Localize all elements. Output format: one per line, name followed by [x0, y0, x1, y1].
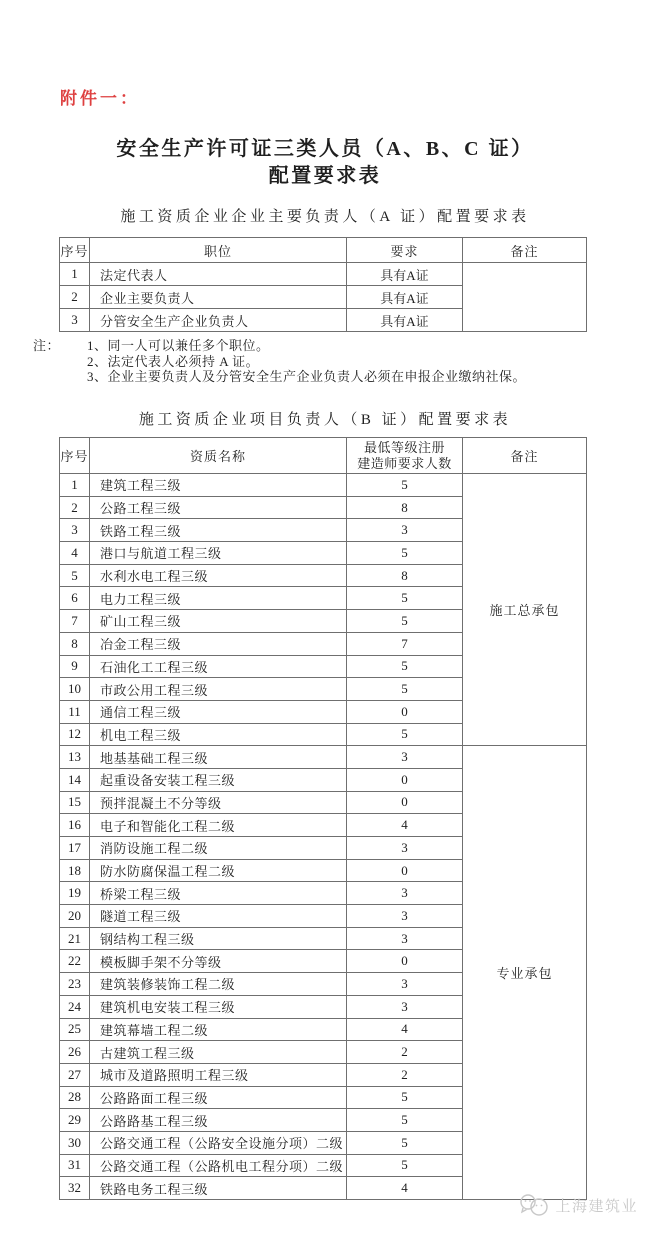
- wechat-icon: [518, 1193, 550, 1217]
- row-name-cell: 电力工程三级: [90, 587, 347, 610]
- row-number-cell: 17: [60, 837, 90, 860]
- row-number-cell: 28: [60, 1086, 90, 1109]
- row-number-cell: 27: [60, 1063, 90, 1086]
- row-number-cell: 11: [60, 700, 90, 723]
- row-name-cell: 起重设备安装工程三级: [90, 768, 347, 791]
- row-name-cell: 公路路面工程三级: [90, 1086, 347, 1109]
- row-value-cell: 5: [347, 610, 463, 633]
- header-cell-qualification: 资质名称: [90, 438, 347, 474]
- row-value-cell: 0: [347, 791, 463, 814]
- row-number-cell: 25: [60, 1018, 90, 1041]
- row-value-cell: 3: [347, 927, 463, 950]
- row-value-cell: 5: [347, 655, 463, 678]
- row-value-cell: 0: [347, 950, 463, 973]
- row-number-cell: 7: [60, 610, 90, 633]
- row-number-cell: 18: [60, 859, 90, 882]
- row-number-cell: 4: [60, 542, 90, 565]
- row-name-cell: 预拌混凝土不分等级: [90, 791, 347, 814]
- notes-block: [33, 338, 527, 385]
- row-number-cell: 24: [60, 995, 90, 1018]
- note-line: 1、同一人可以兼任多个职位。: [87, 338, 270, 353]
- row-number-cell: 22: [60, 950, 90, 973]
- row-name-cell: 建筑幕墙工程二级: [90, 1018, 347, 1041]
- row-number-cell: 20: [60, 905, 90, 928]
- table-a: [59, 237, 587, 332]
- table-a-header-row: [60, 238, 587, 263]
- document-title-line1: 安全生产许可证三类人员（A、B、C 证）: [116, 138, 534, 160]
- row-value-cell: 5: [347, 1086, 463, 1109]
- row-number-cell: 1: [60, 263, 90, 286]
- row-value-cell: 0: [347, 768, 463, 791]
- row-value-cell: 5: [347, 723, 463, 746]
- remark-merged-cell: 专业承包: [463, 746, 587, 1200]
- attachment-label: 附件一：: [60, 89, 140, 108]
- header-cell-no: 序号: [60, 438, 90, 474]
- row-name-cell: 水利水电工程三级: [90, 564, 347, 587]
- watermark-text: 上海建筑业: [555, 1198, 638, 1215]
- row-number-cell: 12: [60, 723, 90, 746]
- row-number-cell: 31: [60, 1154, 90, 1177]
- row-number-cell: 13: [60, 746, 90, 769]
- header-cell-position: 职位: [90, 238, 347, 263]
- row-name-cell: 分管安全生产企业负责人: [90, 309, 347, 332]
- header-cell-min-builders: [347, 438, 463, 474]
- table-row: [60, 263, 587, 286]
- row-name-cell: 港口与航道工程三级: [90, 542, 347, 565]
- remark-merged-cell: 施工总承包: [463, 474, 587, 746]
- row-value-cell: 3: [347, 882, 463, 905]
- header-cell-no: 序号: [60, 238, 90, 263]
- header-qty-line2: 建造师要求人数: [357, 455, 452, 471]
- notes-prefix: 注：: [33, 338, 61, 353]
- row-number-cell: 14: [60, 768, 90, 791]
- row-name-cell: 建筑工程三级: [90, 474, 347, 497]
- row-name-cell: 模板脚手架不分等级: [90, 950, 347, 973]
- row-value-cell: 具有A证: [347, 286, 463, 309]
- table-b-header-row: [60, 438, 587, 474]
- row-name-cell: 法定代表人: [90, 263, 347, 286]
- row-number-cell: 26: [60, 1041, 90, 1064]
- row-name-cell: 公路工程三级: [90, 496, 347, 519]
- row-number-cell: 10: [60, 678, 90, 701]
- row-value-cell: 具有A证: [347, 263, 463, 286]
- row-value-cell: 3: [347, 995, 463, 1018]
- note-line: 3、企业主要负责人及分管安全生产企业负责人必须在申报企业缴纳社保。: [87, 369, 527, 385]
- row-value-cell: 2: [347, 1063, 463, 1086]
- row-name-cell: 铁路工程三级: [90, 519, 347, 542]
- table-row: [60, 474, 587, 497]
- row-number-cell: 21: [60, 927, 90, 950]
- row-value-cell: 5: [347, 1109, 463, 1132]
- row-name-cell: 市政公用工程三级: [90, 678, 347, 701]
- table-b-container: [59, 437, 587, 1200]
- document-title-line2: 配置要求表: [268, 165, 382, 187]
- row-value-cell: 4: [347, 1018, 463, 1041]
- row-name-cell: 城市及道路照明工程三级: [90, 1063, 347, 1086]
- row-name-cell: 机电工程三级: [90, 723, 347, 746]
- row-name-cell: 消防设施工程二级: [90, 837, 347, 860]
- row-number-cell: 3: [60, 519, 90, 542]
- header-cell-remark: 备注: [463, 438, 587, 474]
- row-name-cell: 电子和智能化工程二级: [90, 814, 347, 837]
- row-number-cell: 29: [60, 1109, 90, 1132]
- row-number-cell: 19: [60, 882, 90, 905]
- row-value-cell: 5: [347, 1154, 463, 1177]
- header-cell-remark: 备注: [463, 238, 587, 263]
- header-qty-line1: 最低等级注册: [363, 439, 445, 455]
- row-name-cell: 防水防腐保温工程二级: [90, 859, 347, 882]
- row-number-cell: 2: [60, 286, 90, 309]
- row-number-cell: 1: [60, 474, 90, 497]
- row-value-cell: 7: [347, 632, 463, 655]
- row-name-cell: 公路路基工程三级: [90, 1109, 347, 1132]
- row-value-cell: 5: [347, 1131, 463, 1154]
- table-b: [59, 437, 587, 1200]
- row-number-cell: 15: [60, 791, 90, 814]
- row-name-cell: 铁路电务工程三级: [90, 1177, 347, 1200]
- row-number-cell: 9: [60, 655, 90, 678]
- row-value-cell: 5: [347, 587, 463, 610]
- row-name-cell: 冶金工程三级: [90, 632, 347, 655]
- row-number-cell: 23: [60, 973, 90, 996]
- row-number-cell: 30: [60, 1131, 90, 1154]
- watermark: [518, 1193, 638, 1217]
- row-name-cell: 桥梁工程三级: [90, 882, 347, 905]
- header-cell-requirement: 要求: [347, 238, 463, 263]
- table-b-caption: 施工资质企业项目负责人（B 证）配置要求表: [138, 412, 512, 428]
- row-name-cell: 古建筑工程三级: [90, 1041, 347, 1064]
- row-name-cell: 公路交通工程（公路机电工程分项）二级: [90, 1154, 347, 1177]
- row-number-cell: 8: [60, 632, 90, 655]
- row-name-cell: 企业主要负责人: [90, 286, 347, 309]
- row-value-cell: 5: [347, 474, 463, 497]
- row-number-cell: 32: [60, 1177, 90, 1200]
- row-number-cell: 5: [60, 564, 90, 587]
- row-name-cell: 钢结构工程三级: [90, 927, 347, 950]
- row-value-cell: 8: [347, 496, 463, 519]
- row-value-cell: 0: [347, 859, 463, 882]
- row-value-cell: 3: [347, 973, 463, 996]
- row-name-cell: 通信工程三级: [90, 700, 347, 723]
- row-value-cell: 5: [347, 542, 463, 565]
- row-value-cell: 5: [347, 678, 463, 701]
- row-number-cell: 2: [60, 496, 90, 519]
- row-value-cell: 3: [347, 746, 463, 769]
- row-name-cell: 隧道工程三级: [90, 905, 347, 928]
- row-name-cell: 矿山工程三级: [90, 610, 347, 633]
- table-row: [60, 746, 587, 769]
- row-number-cell: 6: [60, 587, 90, 610]
- remark-merged-cell: [463, 263, 587, 332]
- row-value-cell: 4: [347, 814, 463, 837]
- row-number-cell: 16: [60, 814, 90, 837]
- row-value-cell: 0: [347, 700, 463, 723]
- row-value-cell: 3: [347, 905, 463, 928]
- row-value-cell: 具有A证: [347, 309, 463, 332]
- row-name-cell: 地基基础工程三级: [90, 746, 347, 769]
- row-name-cell: 石油化工工程三级: [90, 655, 347, 678]
- table-a-caption: 施工资质企业企业主要负责人（A 证）配置要求表: [120, 209, 530, 225]
- row-value-cell: 8: [347, 564, 463, 587]
- row-value-cell: 2: [347, 1041, 463, 1064]
- note-line: 2、法定代表人必须持 A 证。: [87, 353, 260, 369]
- table-b-body: [60, 474, 587, 1200]
- row-name-cell: 公路交通工程（公路安全设施分项）二级: [90, 1131, 347, 1154]
- table-a-container: [59, 237, 587, 332]
- row-name-cell: 建筑机电安装工程三级: [90, 995, 347, 1018]
- document-title: [0, 136, 650, 190]
- row-name-cell: 建筑装修装饰工程二级: [90, 973, 347, 996]
- row-value-cell: 3: [347, 519, 463, 542]
- table-a-body: [60, 263, 587, 332]
- row-value-cell: 4: [347, 1177, 463, 1200]
- row-number-cell: 3: [60, 309, 90, 332]
- row-value-cell: 3: [347, 837, 463, 860]
